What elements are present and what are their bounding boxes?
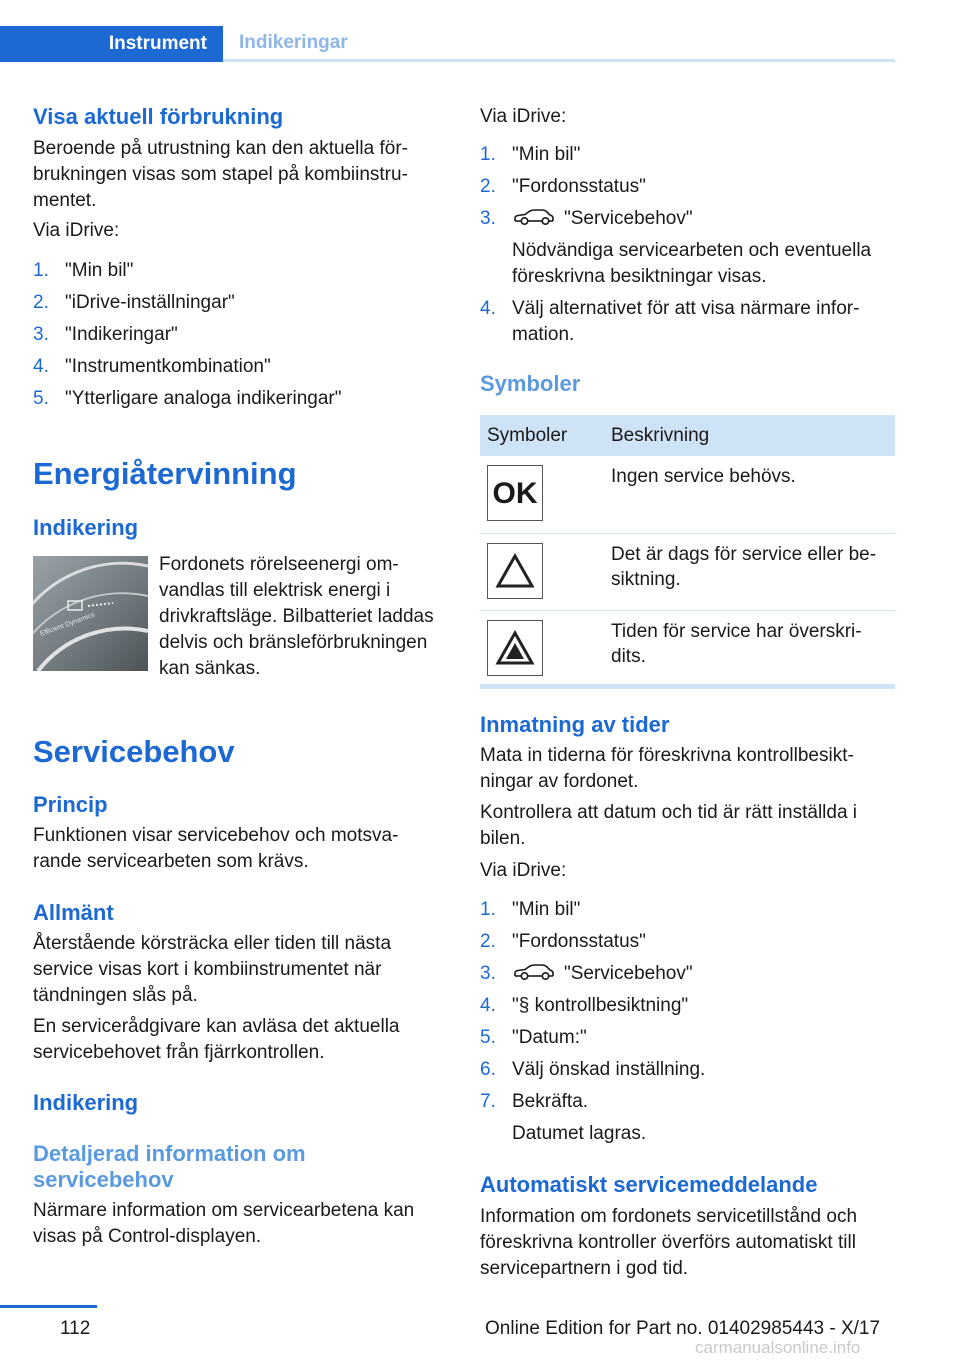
- watermark: carmanualsonline.info: [695, 1338, 861, 1357]
- list-item-text: "Min bil": [65, 260, 134, 281]
- idrive-steps-list-2: [480, 142, 900, 354]
- table-cell-symbol: [480, 533, 604, 610]
- list-item: [480, 296, 900, 348]
- table-cell-symbol: [480, 456, 604, 533]
- list-item-number: 4.: [480, 298, 496, 319]
- heading-princip: Princip: [33, 792, 108, 817]
- table-row: [480, 456, 895, 533]
- symbols-table: [480, 415, 895, 688]
- list-item: [33, 290, 433, 316]
- heading-indikering-energi: Indikering: [33, 515, 139, 540]
- energy-recovery-gauge-image: [33, 556, 148, 671]
- heading-servicebehov: Servicebehov: [33, 734, 235, 769]
- list-item-text: "Min bil": [512, 144, 581, 165]
- heading-automatiskt-servicemeddelande: Automatiskt servicemeddelande: [480, 1172, 818, 1197]
- warning-triangle-icon: [487, 543, 543, 599]
- table-cell-symbol: [480, 610, 604, 687]
- idrive-steps-list-1: [33, 258, 433, 418]
- list-item-number: 2.: [480, 176, 496, 197]
- table-cell-description: Tiden för service har överskridits.: [604, 610, 895, 687]
- list-item-text: "Servicebehov": [564, 208, 693, 229]
- svg-text:Efficient Dynamics: Efficient Dynamics: [39, 611, 96, 638]
- heading-energiatervinning: Energiåtervinning: [33, 456, 297, 491]
- list-item: [480, 142, 900, 168]
- list-item: [480, 993, 900, 1019]
- paragraph-inmatning-2: Kontrollera att datum och tid är rätt inställda i bilen.: [480, 802, 858, 849]
- paragraph-princip: Funktionen visar servicebehov och motsvarande servicearbeten som krävs.: [33, 825, 399, 872]
- heading-visa-forbrukning: Visa aktuell förbrukning: [33, 104, 284, 129]
- list-item-number: 3.: [480, 963, 496, 984]
- idrive-steps-list-3: [480, 897, 900, 1153]
- heading-symboler: Symboler: [480, 371, 581, 396]
- page-number: 112: [60, 1318, 91, 1339]
- table-header-beskrivning: Beskrivning: [604, 415, 895, 456]
- list-item-number: 1.: [33, 260, 49, 281]
- paragraph-allmant-1: Återstående körsträcka eller tiden till nästa service visas kort i kombiinstrumentet när tändningen slås på.: [33, 933, 392, 1006]
- heading-detaljerad-information: Detaljerad information om servicebehov: [33, 1141, 306, 1192]
- list-item: [480, 206, 900, 290]
- list-item-number: 6.: [480, 1059, 496, 1080]
- list-item-text: "Ytterligare analoga indikeringar": [65, 388, 342, 409]
- list-item-number: 7.: [480, 1091, 496, 1112]
- list-item-number: 5.: [480, 1027, 496, 1048]
- table-cell-description: Ingen service behövs.: [604, 456, 895, 533]
- list-item-text: Välj alternativet för att visa närmare information.: [512, 298, 860, 345]
- via-idrive-label-2: Via iDrive:: [480, 106, 567, 127]
- ok-icon: [487, 465, 543, 521]
- list-item-number: 5.: [33, 388, 49, 409]
- table-header-row: [480, 415, 895, 456]
- edition-text: Online Edition for Part no. 01402985443 - X/17: [485, 1318, 881, 1339]
- list-item-text: "Indikeringar": [65, 324, 178, 345]
- list-item: [480, 1057, 900, 1083]
- car-icon: [512, 963, 556, 981]
- list-item-number: 3.: [480, 208, 496, 229]
- via-idrive-label-3: Via iDrive:: [480, 860, 567, 881]
- car-icon: [512, 208, 556, 226]
- list-item-note: Datumet lagras.: [512, 1123, 647, 1144]
- heading-indikering-service: Indikering: [33, 1090, 139, 1115]
- list-item-number: 3.: [33, 324, 49, 345]
- list-item-number: 2.: [480, 931, 496, 952]
- table-row: [480, 610, 895, 687]
- list-item: [33, 322, 433, 348]
- list-item: [480, 174, 900, 200]
- list-item: [480, 897, 900, 923]
- tab-instrument[interactable]: Instrument: [0, 26, 223, 62]
- list-item: [480, 961, 900, 987]
- list-item-text: "Instrumentkombination": [65, 356, 271, 377]
- tab-indikeringar[interactable]: Indikeringar: [239, 31, 348, 53]
- list-item: [33, 258, 433, 284]
- list-item-text: "iDrive-inställningar": [65, 292, 235, 313]
- list-item-text: Bekräfta.: [512, 1091, 589, 1112]
- table-bottom-rule: [480, 684, 895, 689]
- list-item-text: "Fordonsstatus": [512, 176, 646, 197]
- table-header-symboler: Symboler: [480, 415, 604, 456]
- list-item-number: 4.: [33, 356, 49, 377]
- list-item: [480, 1089, 900, 1147]
- list-item-number: 4.: [480, 995, 496, 1016]
- table-cell-description: Det är dags för service eller besiktning.: [604, 533, 895, 610]
- paragraph-automatiskt: Information om fordonets servicetillstånd och föreskrivna kontroller överförs automatiskt till servicepartnern i god tid.: [480, 1206, 858, 1279]
- paragraph-visa-forbrukning: Beroende på utrustning kan den aktuella förbrukningen visas som stapel på kombiinstrumentet.: [33, 138, 408, 211]
- list-item-text: "Fordonsstatus": [512, 931, 646, 952]
- list-item-number: 1.: [480, 144, 496, 165]
- paragraph-energiatervinning: Fordonets rörelseenergi omvandlas till elektrisk energi i drivkraftsläge. Bilbatteriet laddas delvis och bränsleförbrukningen kan sänkas.: [159, 554, 434, 679]
- footer-rule: [0, 1305, 97, 1308]
- list-item-text: "Datum:": [512, 1027, 587, 1048]
- heading-inmatning-av-tider: Inmatning av tider: [480, 712, 670, 737]
- list-item: [33, 354, 433, 380]
- list-item-text: "Servicebehov": [564, 963, 693, 984]
- warning-triangle-filled-icon: [487, 620, 543, 676]
- list-item: [33, 386, 433, 412]
- list-item-text: Välj önskad inställning.: [512, 1059, 706, 1080]
- list-item-number: 2.: [33, 292, 49, 313]
- heading-allmant: Allmänt: [33, 900, 114, 925]
- list-item-text: "§ kontrollbesiktning": [512, 995, 689, 1016]
- paragraph-inmatning-1: Mata in tiderna för föreskrivna kontrollbesiktningar av fordonet.: [480, 745, 854, 792]
- paragraph-detaljerad: Närmare information om servicearbetena kan visas på Control-displayen.: [33, 1200, 415, 1247]
- table-row: [480, 533, 895, 610]
- list-item: [480, 1025, 900, 1051]
- list-item-number: 1.: [480, 899, 496, 920]
- list-item-note: Nödvändiga servicearbeten och eventuella föreskrivna besiktningar visas.: [512, 240, 872, 287]
- paragraph-allmant-2: En servicerådgivare kan avläsa det aktuella servicebehovet från fjärrkontrollen.: [33, 1016, 400, 1063]
- list-item: [480, 929, 900, 955]
- list-item-text: "Min bil": [512, 899, 581, 920]
- via-idrive-label: Via iDrive:: [33, 220, 120, 241]
- ok-icon-label: OK: [492, 476, 538, 510]
